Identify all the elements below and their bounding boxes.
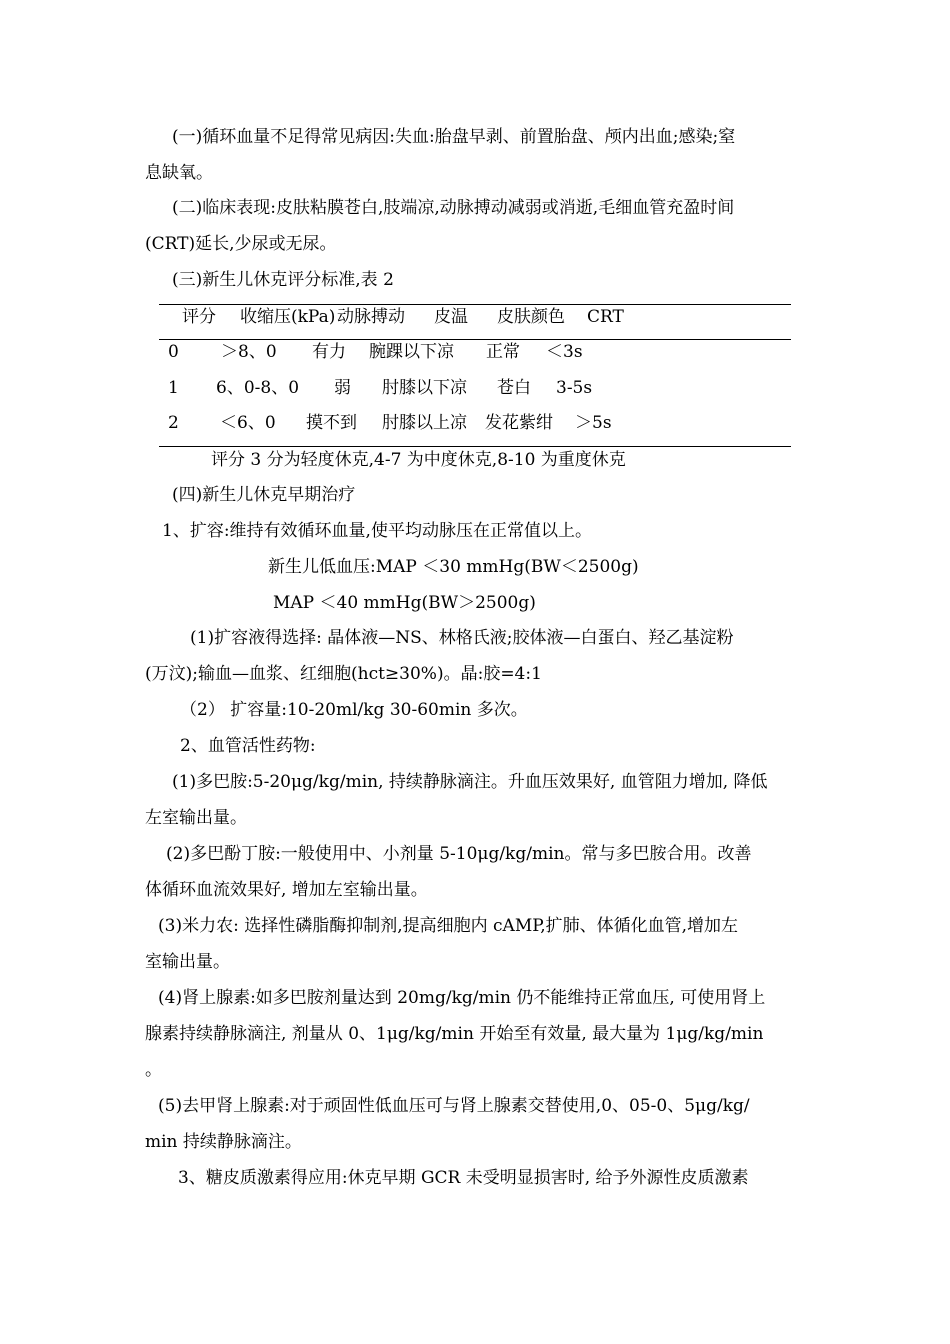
item3-glucocorticoids: 3、糖皮质激素得应用:休克早期 GCR 未受明显损害时, 给予外源性皮质激素 [178, 1168, 749, 1188]
table-cell: 发花紫绀 [485, 413, 553, 433]
table-note: 评分 3 分为轻度休克,4-7 为中度休克,8-10 为重度休克 [211, 450, 626, 470]
header-pulse: 动脉搏动 [337, 307, 405, 327]
fluid-choice-line2: (万汶);输血—血浆、红细胞(hct≥30%)。晶:胶=4:1 [145, 664, 542, 684]
drug2-line2: 体循环血流效果好, 增加左室输出量。 [145, 880, 428, 900]
map-line-2: MAP ＜40 mmHg(BW＞2500g) [273, 593, 536, 613]
table-cell: 有力 [312, 342, 346, 362]
paragraph-score-heading: (三)新生儿休克评分标准,表 2 [172, 270, 394, 290]
drug5-line1: (5)去甲肾上腺素:对于顽固性低血压可与肾上腺素交替使用,0、05-0、5μg/kg/ [158, 1096, 750, 1116]
table-cell: 肘膝以上凉 [382, 413, 467, 433]
table-cell: 摸不到 [306, 413, 357, 433]
header-crt: CRT [587, 307, 624, 327]
paragraph-causes-line2: 息缺氧。 [145, 163, 213, 183]
table-cell: 1 [168, 378, 179, 398]
fluid-choice-line1: (1)扩容液得选择: 晶体液—NS、林格氏液;胶体液—白蛋白、羟乙基淀粉 [190, 628, 734, 648]
table-cell: 腕踝以下凉 [369, 342, 454, 362]
table-cell: ＜3s [546, 342, 583, 362]
table-cell: 6、0-8、0 [216, 378, 300, 398]
section4-heading: (四)新生儿休克早期治疗 [172, 485, 356, 505]
drug3-line2: 室输出量。 [145, 952, 230, 972]
header-systolic: 收缩压(kPa) [240, 307, 336, 327]
paragraph-symptoms-line2: (CRT)延长,少尿或无尿。 [145, 234, 337, 254]
paragraph-symptoms-line1: (二)临床表现:皮肤粘膜苍白,肢端凉,动脉搏动减弱或消逝,毛细血管充盈时间 [172, 198, 735, 218]
header-skin-temp: 皮温 [434, 307, 468, 327]
table-header-rule [159, 339, 791, 340]
table-cell: ＜6、0 [220, 413, 276, 433]
drug1-line1: (1)多巴胺:5-20μg/kg/min, 持续静脉滴注。升血压效果好, 血管阻力增加, 降低 [172, 772, 768, 792]
drug4-line3: 。 [145, 1060, 162, 1080]
volume-amount: （2） 扩容量:10-20ml/kg 30-60min 多次。 [180, 700, 528, 720]
table-cell: ＞5s [575, 413, 612, 433]
table-cell: 2 [168, 413, 179, 433]
table-cell: 苍白 [497, 378, 531, 398]
drug3-line1: (3)米力农: 选择性磷脂酶抑制剂,提高细胞内 cAMP,扩肺、体循化血管,增加左 [158, 916, 739, 936]
drug4-line1: (4)肾上腺素:如多巴胺剂量达到 20mg/kg/min 仍不能维持正常血压, 可使用肾上 [158, 988, 766, 1008]
table-cell: 肘膝以下凉 [382, 378, 467, 398]
table-cell: 弱 [334, 378, 351, 398]
table-cell: ＞8、0 [221, 342, 277, 362]
header-skin-color: 皮肤颜色 [497, 307, 565, 327]
drug5-line2: min 持续静脉滴注。 [145, 1132, 302, 1152]
table-top-rule [159, 304, 791, 305]
header-score: 评分 [182, 307, 216, 327]
drug4-line2: 腺素持续静脉滴注, 剂量从 0、1μg/kg/min 开始至有效量, 最大量为 1μg/kg/min [145, 1024, 764, 1044]
paragraph-causes-line1: (一)循环血量不足得常见病因:失血:胎盘早剥、前置胎盘、颅内出血;感染;窒 [172, 127, 736, 147]
table-cell: 3-5s [556, 378, 593, 398]
drug1-line2: 左室输出量。 [145, 808, 247, 828]
map-line-1: 新生儿低血压:MAP ＜30 mmHg(BW＜2500g) [268, 557, 639, 577]
table-bottom-rule [159, 446, 791, 447]
table-cell: 正常 [486, 342, 520, 362]
table-cell: 0 [168, 342, 179, 362]
item1-volume-expansion: 1、扩容:维持有效循环血量,使平均动脉压在正常值以上。 [162, 521, 592, 541]
drug2-line1: (2)多巴酚丁胺:一般使用中、小剂量 5-10μg/kg/min。常与多巴胺合用。改善 [166, 844, 752, 864]
item2-vasoactive-drugs: 2、血管活性药物: [180, 736, 316, 756]
